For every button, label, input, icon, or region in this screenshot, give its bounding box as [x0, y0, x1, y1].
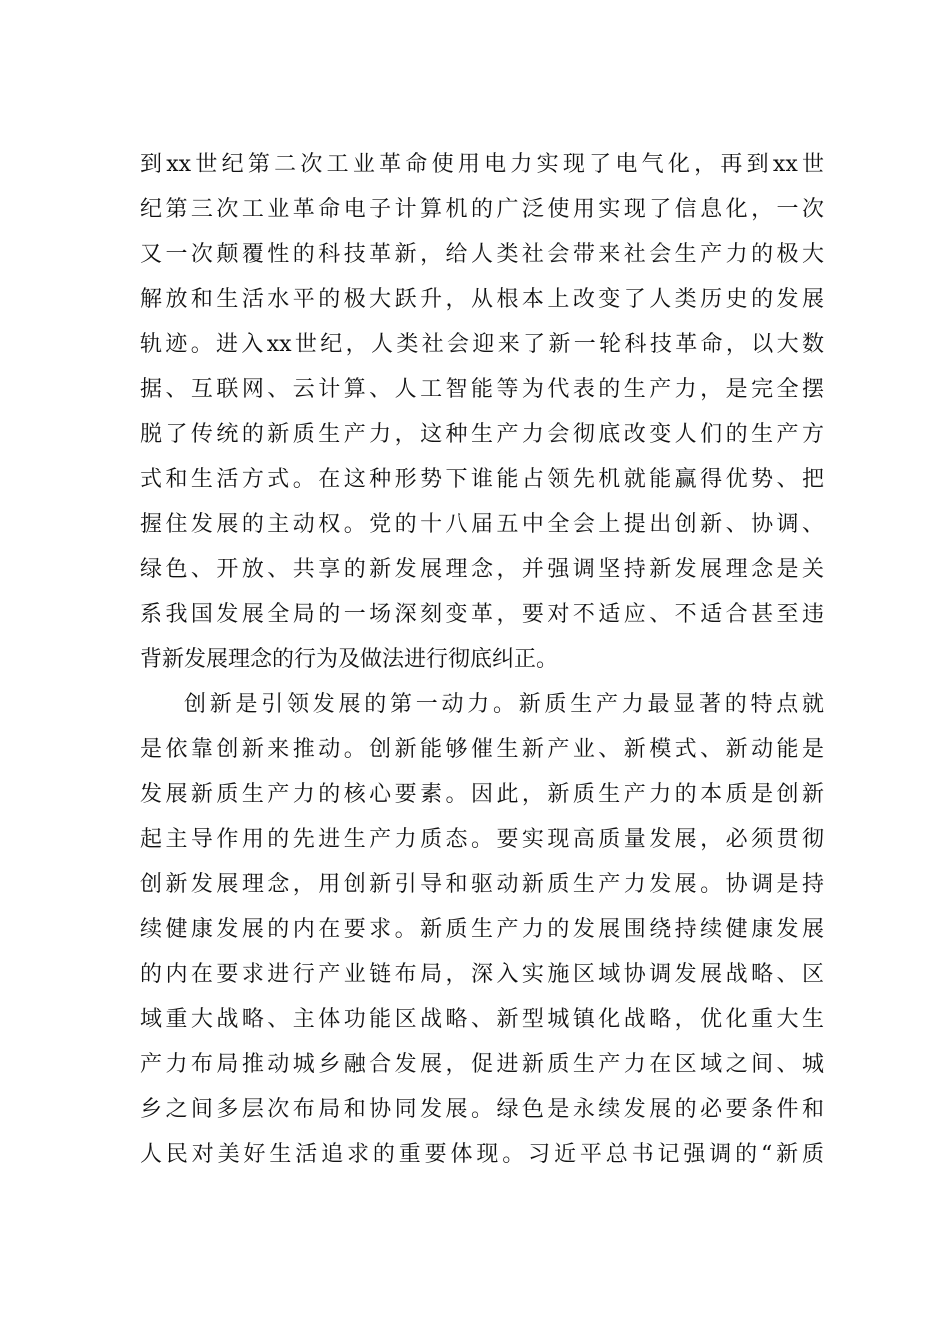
paragraph [140, 682, 824, 1177]
text-line: 是依靠创新来推动。创新能够催生新产业、新模式、新动能是 [140, 737, 824, 762]
text-line: 脱了传统的新质生产力，这种生产力会彻底改变人们的生产方 [140, 422, 824, 447]
text-line: 背新发展理念的行为及做法进行彻底纠正。 [140, 647, 559, 672]
text-line: 人民对美好生活追求的重要体现。习近平总书记强调的“新质 [140, 1142, 824, 1167]
text-line: 又一次颠覆性的科技革新，给人类社会带来社会生产力的极大 [140, 242, 824, 267]
text-line: 到xx世纪第二次工业革命使用电力实现了电气化，再到xx世 [140, 152, 824, 177]
text-line: 乡之间多层次布局和协同发展。绿色是永续发展的必要条件和 [140, 1097, 824, 1122]
text-line: 域重大战略、主体功能区战略、新型城镇化战略，优化重大生 [140, 1007, 824, 1032]
text-line: 纪第三次工业革命电子计算机的广泛使用实现了信息化，一次 [140, 197, 824, 222]
text-line: 产力布局推动城乡融合发展，促进新质生产力在区域之间、城 [140, 1052, 824, 1077]
text-line: 创新发展理念，用创新引导和驱动新质生产力发展。协调是持 [140, 872, 824, 897]
text-line: 解放和生活水平的极大跃升，从根本上改变了人类历史的发展 [140, 287, 824, 312]
text-line: 轨迹。进入xx世纪，人类社会迎来了新一轮科技革命，以大数 [140, 332, 824, 357]
text-line: 创新是引领发展的第一动力。新质生产力最显著的特点就 [184, 692, 824, 717]
text-line: 绿色、开放、共享的新发展理念，并强调坚持新发展理念是关 [140, 557, 824, 582]
text-line: 握住发展的主动权。党的十八届五中全会上提出创新、协调、 [140, 512, 824, 537]
text-line: 的内在要求进行产业链布局，深入实施区域协调发展战略、区 [140, 962, 824, 987]
text-line: 系我国发展全局的一场深刻变革，要对不适应、不适合甚至违 [140, 602, 824, 627]
document-body [140, 142, 824, 1177]
text-line: 发展新质生产力的核心要素。因此，新质生产力的本质是创新 [140, 782, 824, 807]
text-line: 式和生活方式。在这种形势下谁能占领先机就能赢得优势、把 [140, 467, 824, 492]
text-line: 起主导作用的先进生产力质态。要实现高质量发展，必须贯彻 [140, 827, 824, 852]
text-line: 据、互联网、云计算、人工智能等为代表的生产力，是完全摆 [140, 377, 824, 402]
paragraph [140, 142, 824, 682]
text-line: 续健康发展的内在要求。新质生产力的发展围绕持续健康发展 [140, 917, 824, 942]
